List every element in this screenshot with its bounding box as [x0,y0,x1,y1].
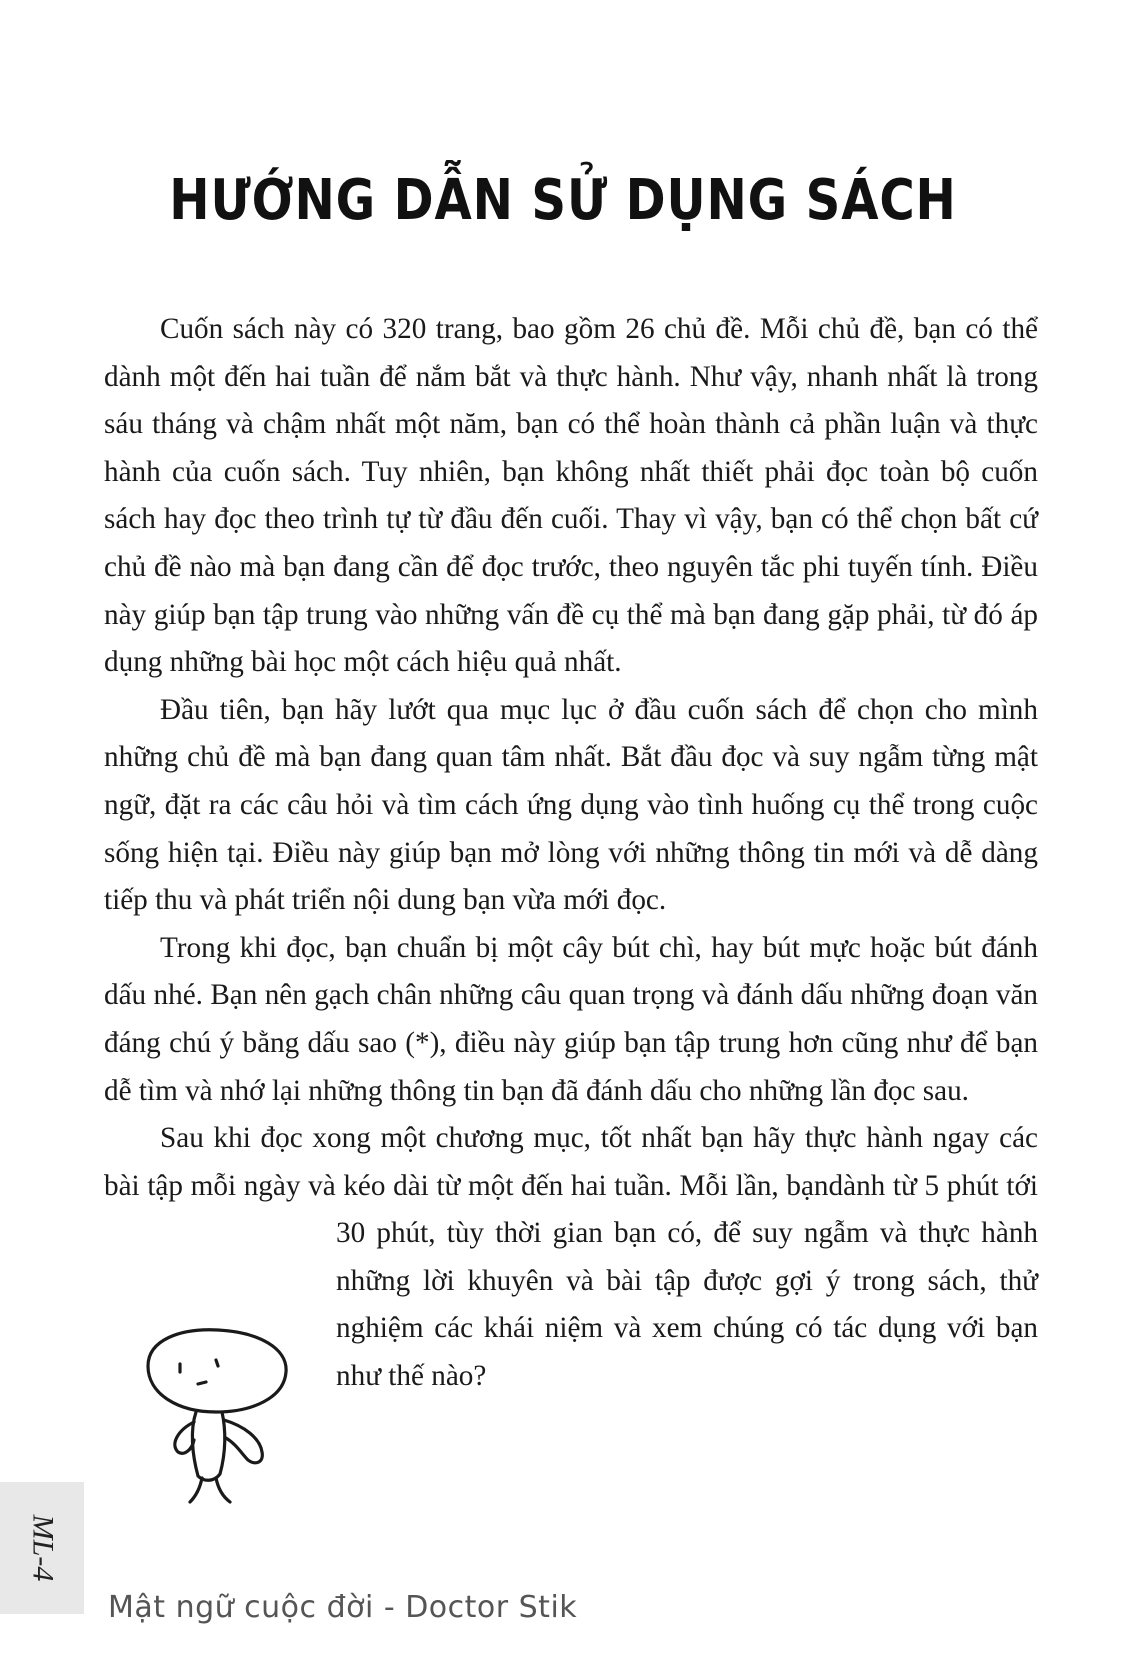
paragraph-2: Đầu tiên, bạn hãy lướt qua mục lục ở đầu cuốn sách để chọn cho mình những chủ đề mà bạn đang quan tâm nhất. Bắt đầu đọc và suy ngẫm từng mật ngữ, đặt ra các câu hỏi và tìm cách ứng dụng vào tình huống cụ thể trong cuộc sống hiện tại. Điều này giúp bạn mở lòng với những thông tin mới và dễ dàng tiếp thu và phát triển nội dung bạn vừa mới đọc. [104,693,1038,917]
paragraph-4-start: Sau khi đọc xong một chương mục, tốt nhất bạn hãy thực hành ngay các bài tập mỗi ngày và kéo dài từ một đến hai tuần. Mỗi lần, bạn [104,1122,1038,1202]
page-title: HƯỚNG DẪN SỬ DỤNG SÁCH [169,168,957,233]
body-text [104,306,1038,1401]
stick-figure-illustration [140,1326,310,1506]
paragraph-3: Trong khi đọc, bạn chuẩn bị một cây bút chì, hay bút mực hoặc bút đánh dấu nhé. Bạn nên gạch chân những câu quan trọng và đánh dấu những đoạn văn đáng chú ý bằng dấu sao (*), điều này giúp bạn tập trung hơn cũng như để bạn dễ tìm và nhớ lại những thông tin bạn đã đánh dấu cho những lần đọc sau. [104,931,1038,1107]
footer-book-title: Mật ngữ cuộc đời - Doctor Stik [108,1590,578,1625]
paragraph-4-end: dành từ 5 phút tới 30 phút, tùy thời gian bạn có, để suy ngẫm và thực hành những lời khuyên và bài tập được gợi ý trong sách, thử nghiệm các khái niệm và xem chúng có tác dụng với bạn như thế nào? [336,1169,1038,1393]
paragraph-1: Cuốn sách này có 320 trang, bao gồm 26 chủ đề. Mỗi chủ đề, bạn có thể dành một đến hai tuần để nắm bắt và thực hành. Như vậy, nhanh nhất là trong sáu tháng và chậm nhất một năm, bạn có thể hoàn thành cả phần luận và thực hành của cuốn sách. Tuy nhiên, bạn không nhất thiết phải đọc toàn bộ cuốn sách hay đọc theo trình tự từ đầu đến cuối. Thay vì vậy, bạn có thể chọn bất cứ chủ đề nào mà bạn đang cần để đọc trước, theo nguyên tắc phi tuyến tính. Điều này giúp bạn tập trung vào những vấn đề cụ thể mà bạn đang gặp phải, từ đó áp dụng những bài học một cách hiệu quả nhất. [104,313,1038,679]
page-tab-label: ML-4 [25,1514,59,1582]
page-tab [0,1482,84,1614]
